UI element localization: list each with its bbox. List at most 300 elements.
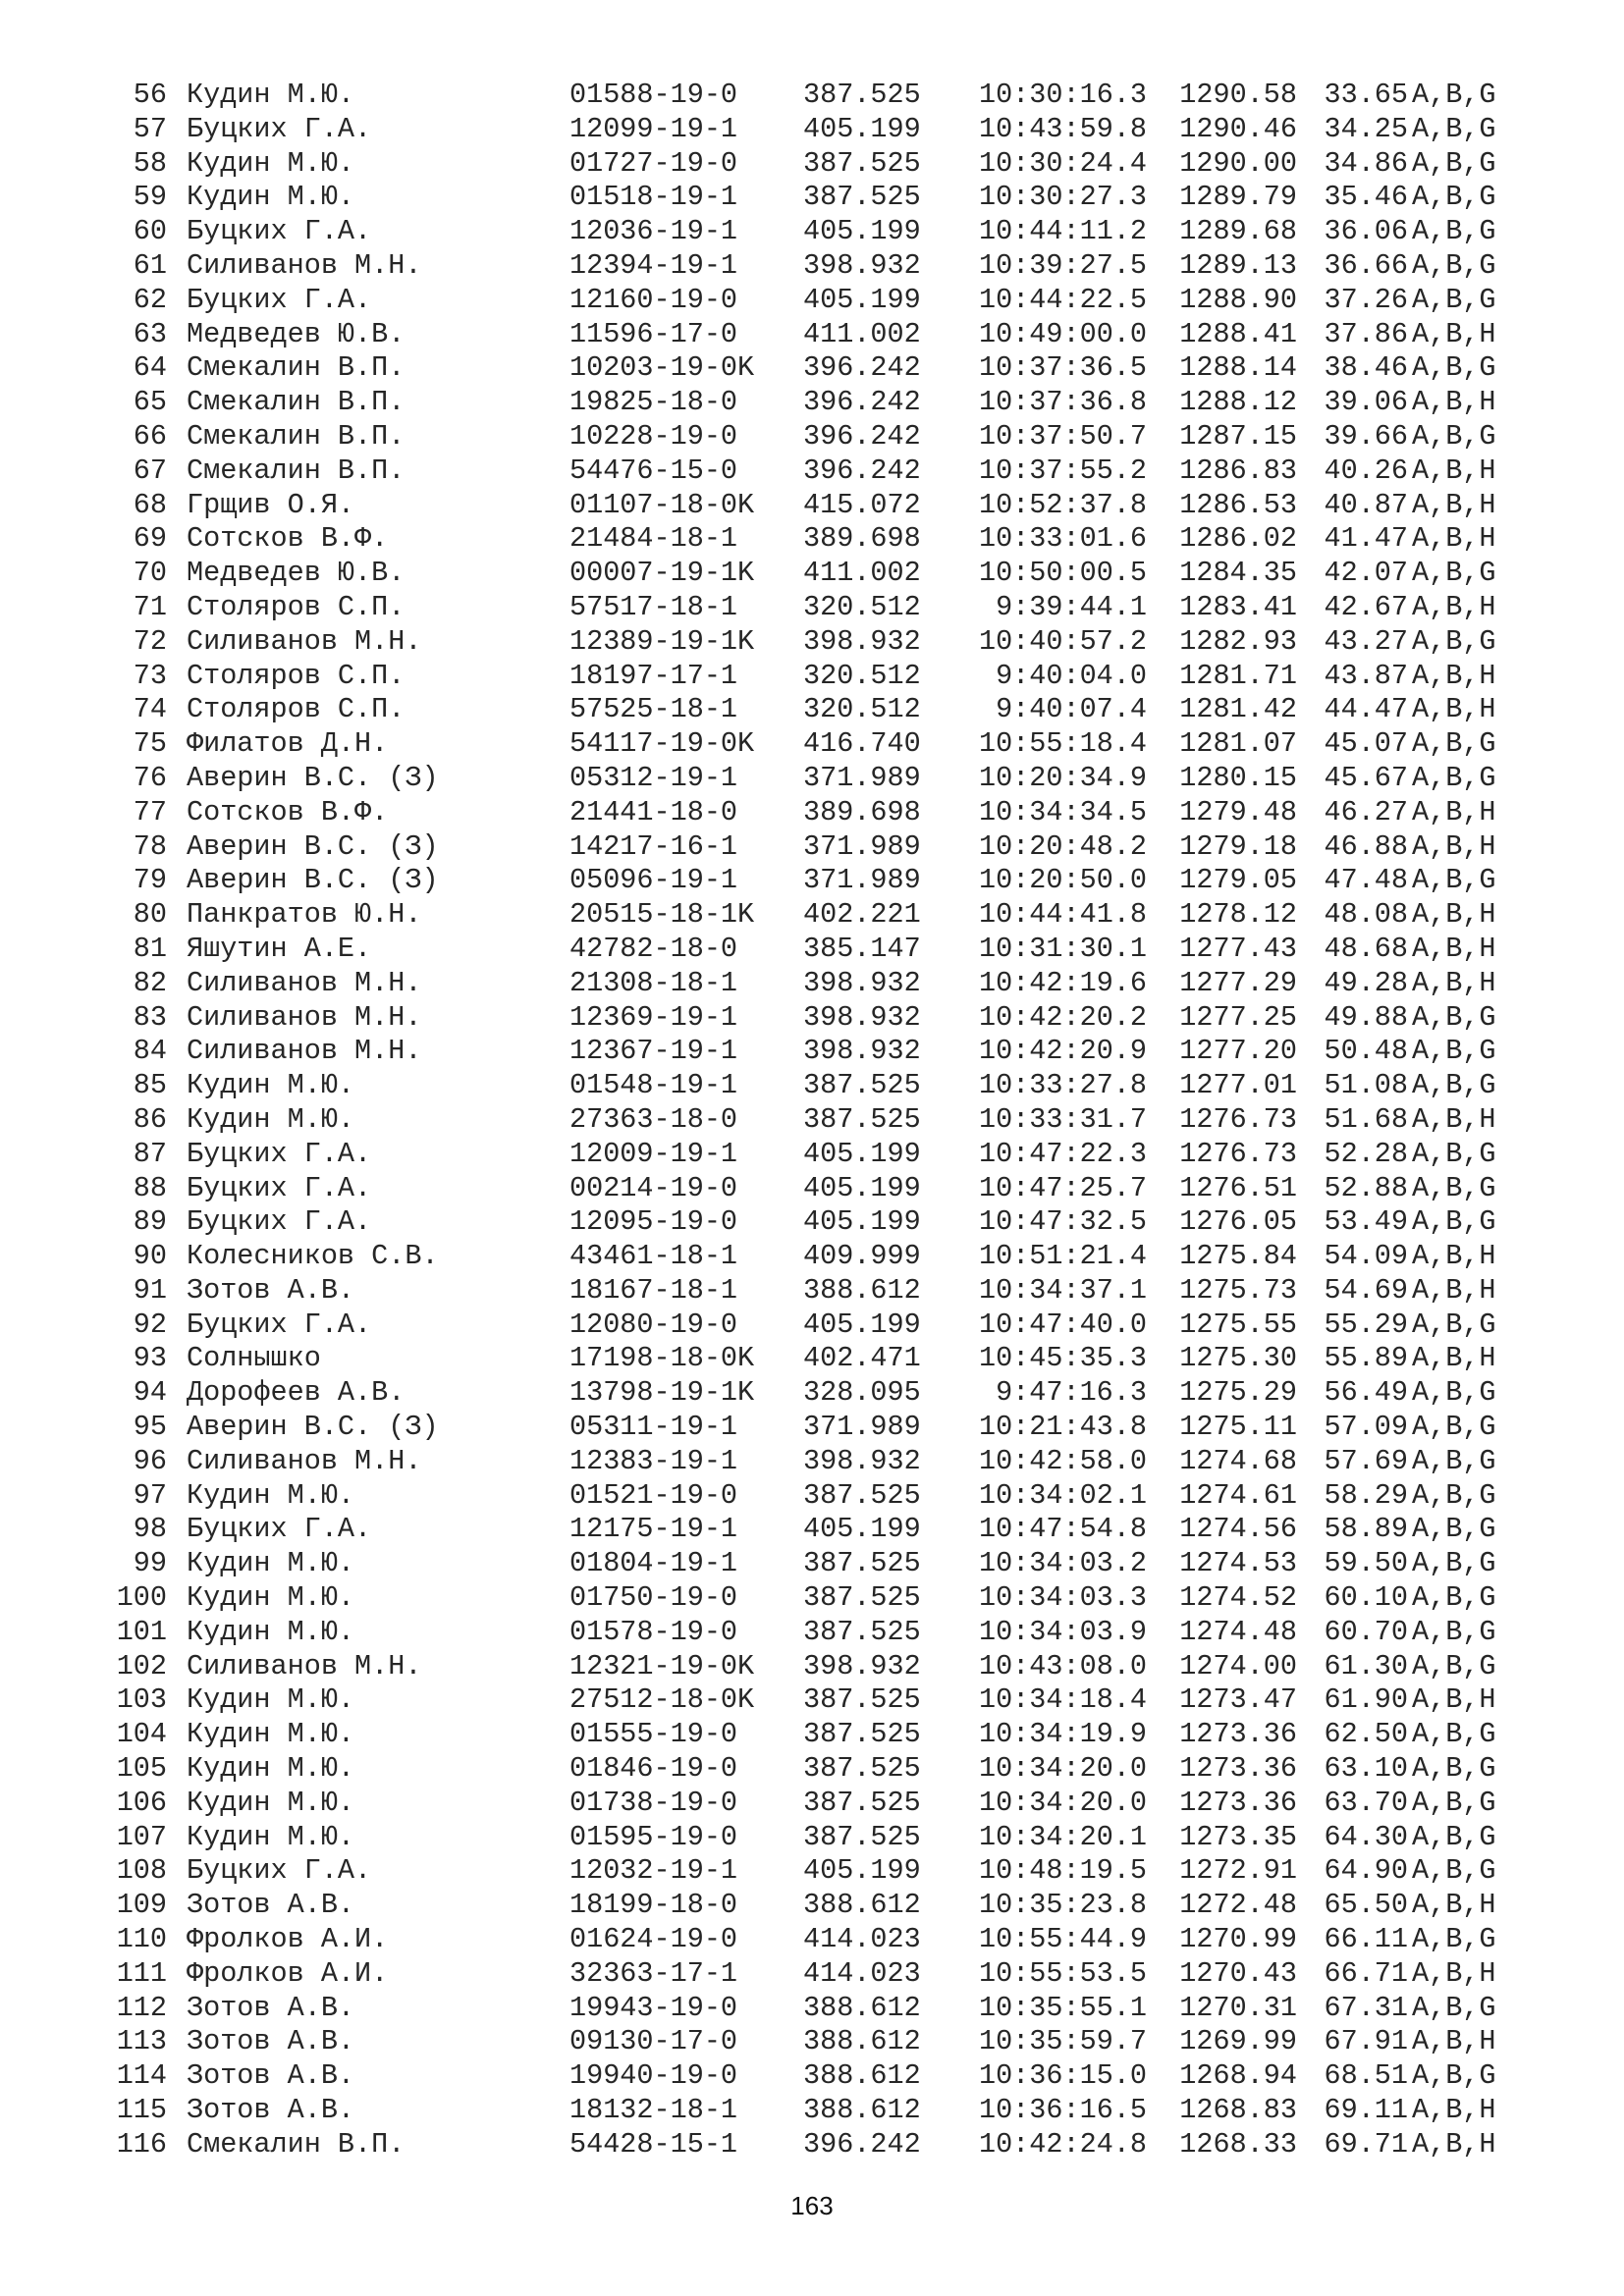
arrival-time-cell: 9:40:07.4 <box>996 693 1147 726</box>
speed-cell: 1284.35 <box>1179 557 1297 590</box>
category-cell: A,B,G <box>1412 557 1496 590</box>
ring-number-cell: 13798-19-1K <box>569 1376 755 1410</box>
speed-cell: 1276.05 <box>1179 1205 1297 1239</box>
arrival-time-cell: 10:30:16.3 <box>978 79 1147 111</box>
arrival-time-cell: 10:42:24.8 <box>978 2127 1147 2161</box>
page-number: 163 <box>790 2191 834 2220</box>
distance-cell: 389.698 <box>803 795 921 828</box>
points-cell: 43.27 <box>1324 624 1408 658</box>
speed-cell: 1288.90 <box>1179 283 1297 316</box>
owner-name-cell: Буцких Г.А. <box>187 1171 372 1204</box>
rank-cell: 94 <box>133 1376 167 1410</box>
category-cell: A,B,G <box>1412 2059 1496 2093</box>
ring-number-cell: 12099-19-1 <box>569 112 738 145</box>
points-cell: 62.50 <box>1324 1718 1408 1751</box>
arrival-time-cell: 10:33:27.8 <box>978 1069 1147 1102</box>
owner-name-cell: Сотсков В.Ф. <box>187 795 389 828</box>
owner-name-cell: Столяров С.П. <box>187 659 406 692</box>
rank-cell: 83 <box>133 1000 167 1034</box>
distance-cell: 405.199 <box>803 283 921 316</box>
ring-number-cell: 19943-19-0 <box>569 1991 738 2024</box>
points-cell: 48.68 <box>1324 932 1408 965</box>
rank-cell: 88 <box>133 1171 167 1204</box>
arrival-time-cell: 9:47:16.3 <box>996 1376 1147 1410</box>
owner-name-cell: Кудин М.Ю. <box>187 1069 355 1102</box>
arrival-time-cell: 10:37:36.8 <box>978 386 1147 419</box>
owner-name-cell: Кудин М.Ю. <box>187 1581 355 1615</box>
owner-name-cell: Столяров С.П. <box>187 590 406 623</box>
rank-cell: 92 <box>133 1308 167 1341</box>
distance-cell: 405.199 <box>803 1513 921 1546</box>
points-cell: 67.31 <box>1324 1991 1408 2024</box>
distance-cell: 402.221 <box>803 898 921 932</box>
rank-cell: 77 <box>133 795 167 828</box>
distance-cell: 398.932 <box>803 624 921 658</box>
ring-number-cell: 12383-19-1 <box>569 1444 738 1477</box>
arrival-time-cell: 10:47:22.3 <box>978 1137 1147 1170</box>
category-cell: A,B,H <box>1412 1102 1496 1136</box>
rank-cell: 86 <box>133 1102 167 1136</box>
speed-cell: 1274.53 <box>1179 1547 1297 1580</box>
distance-cell: 405.199 <box>803 112 921 145</box>
arrival-time-cell: 10:30:24.4 <box>978 146 1147 180</box>
category-cell: A,B,G <box>1412 215 1496 248</box>
ring-number-cell: 12095-19-0 <box>569 1205 738 1239</box>
category-cell: A,B,H <box>1412 317 1496 350</box>
owner-name-cell: Буцких Г.А. <box>187 112 372 145</box>
speed-cell: 1273.36 <box>1179 1752 1297 1786</box>
rank-cell: 100 <box>116 1581 167 1615</box>
arrival-time-cell: 10:21:43.8 <box>978 1411 1147 1444</box>
speed-cell: 1277.43 <box>1179 932 1297 965</box>
points-cell: 55.89 <box>1324 1342 1408 1375</box>
owner-name-cell: Кудин М.Ю. <box>187 1478 355 1512</box>
speed-cell: 1286.02 <box>1179 522 1297 556</box>
points-cell: 52.28 <box>1324 1137 1408 1170</box>
points-cell: 48.08 <box>1324 898 1408 932</box>
owner-name-cell: Аверин В.С. (З) <box>187 864 439 897</box>
ring-number-cell: 54476-15-0 <box>569 454 738 487</box>
rank-cell: 116 <box>116 2127 167 2161</box>
ring-number-cell: 18199-18-0 <box>569 1889 738 1922</box>
rank-cell: 61 <box>133 248 167 282</box>
speed-cell: 1268.83 <box>1179 2094 1297 2127</box>
ring-number-cell: 01727-19-0 <box>569 146 738 180</box>
distance-cell: 371.989 <box>803 761 921 794</box>
rank-cell: 115 <box>116 2094 167 2127</box>
arrival-time-cell: 10:44:22.5 <box>978 283 1147 316</box>
rank-cell: 64 <box>133 351 167 385</box>
distance-cell: 371.989 <box>803 829 921 863</box>
points-cell: 51.08 <box>1324 1069 1408 1102</box>
speed-cell: 1277.01 <box>1179 1069 1297 1102</box>
arrival-time-cell: 10:39:27.5 <box>978 248 1147 282</box>
category-cell: A,B,H <box>1412 1273 1496 1307</box>
speed-cell: 1274.00 <box>1179 1649 1297 1682</box>
points-cell: 66.11 <box>1324 1923 1408 1956</box>
category-cell: A,B,H <box>1412 1683 1496 1717</box>
speed-cell: 1273.35 <box>1179 1820 1297 1853</box>
rank-cell: 95 <box>133 1411 167 1444</box>
distance-cell: 371.989 <box>803 864 921 897</box>
ring-number-cell: 12032-19-1 <box>569 1854 738 1888</box>
arrival-time-cell: 10:52:37.8 <box>978 488 1147 521</box>
distance-cell: 405.199 <box>803 215 921 248</box>
arrival-time-cell: 10:42:19.6 <box>978 966 1147 999</box>
distance-cell: 388.612 <box>803 1991 921 2024</box>
points-cell: 50.48 <box>1324 1035 1408 1068</box>
speed-cell: 1276.73 <box>1179 1137 1297 1170</box>
distance-cell: 388.612 <box>803 2059 921 2093</box>
distance-cell: 414.023 <box>803 1956 921 1990</box>
points-cell: 38.46 <box>1324 351 1408 385</box>
rank-cell: 80 <box>133 898 167 932</box>
rank-cell: 63 <box>133 317 167 350</box>
points-cell: 65.50 <box>1324 1889 1408 1922</box>
distance-cell: 387.525 <box>803 1820 921 1853</box>
owner-name-cell: Зотов А.В. <box>187 2094 355 2127</box>
owner-name-cell: Смекалин В.П. <box>187 419 406 453</box>
distance-cell: 388.612 <box>803 1889 921 1922</box>
speed-cell: 1272.91 <box>1179 1854 1297 1888</box>
owner-name-cell: Аверин В.С. (З) <box>187 761 439 794</box>
ring-number-cell: 12036-19-1 <box>569 215 738 248</box>
category-cell: A,B,G <box>1412 624 1496 658</box>
ring-number-cell: 12175-19-1 <box>569 1513 738 1546</box>
speed-cell: 1290.46 <box>1179 112 1297 145</box>
ring-number-cell: 11596-17-0 <box>569 317 738 350</box>
distance-cell: 405.199 <box>803 1137 921 1170</box>
ring-number-cell: 54428-15-1 <box>569 2127 738 2161</box>
ring-number-cell: 21441-18-0 <box>569 795 738 828</box>
owner-name-cell: Силиванов М.Н. <box>187 248 422 282</box>
owner-name-cell: Колесников С.В. <box>187 1240 439 1273</box>
arrival-time-cell: 10:50:00.5 <box>978 557 1147 590</box>
distance-cell: 387.525 <box>803 1478 921 1512</box>
arrival-time-cell: 10:35:59.7 <box>978 2025 1147 2058</box>
ring-number-cell: 01578-19-0 <box>569 1615 738 1648</box>
arrival-time-cell: 10:20:50.0 <box>978 864 1147 897</box>
rank-cell: 114 <box>116 2059 167 2093</box>
ring-number-cell: 12321-19-0K <box>569 1649 755 1682</box>
category-cell: A,B,G <box>1412 761 1496 794</box>
owner-name-cell: Дорофеев А.В. <box>187 1376 406 1410</box>
rank-cell: 69 <box>133 522 167 556</box>
arrival-time-cell: 10:42:20.2 <box>978 1000 1147 1034</box>
category-cell: A,B,G <box>1412 351 1496 385</box>
ring-number-cell: 01846-19-0 <box>569 1752 738 1786</box>
speed-cell: 1281.71 <box>1179 659 1297 692</box>
points-cell: 49.28 <box>1324 966 1408 999</box>
arrival-time-cell: 10:20:34.9 <box>978 761 1147 794</box>
distance-cell: 388.612 <box>803 2094 921 2127</box>
arrival-time-cell: 10:55:53.5 <box>978 1956 1147 1990</box>
ring-number-cell: 19825-18-0 <box>569 386 738 419</box>
arrival-time-cell: 10:55:44.9 <box>978 1923 1147 1956</box>
category-cell: A,B,G <box>1412 1035 1496 1068</box>
points-cell: 36.06 <box>1324 215 1408 248</box>
owner-name-cell: Буцких Г.А. <box>187 1205 372 1239</box>
speed-cell: 1286.83 <box>1179 454 1297 487</box>
arrival-time-cell: 10:43:59.8 <box>978 112 1147 145</box>
points-cell: 47.48 <box>1324 864 1408 897</box>
owner-name-cell: Медведев Ю.В. <box>187 317 406 350</box>
points-cell: 51.68 <box>1324 1102 1408 1136</box>
ring-number-cell: 01518-19-1 <box>569 181 738 214</box>
arrival-time-cell: 10:37:50.7 <box>978 419 1147 453</box>
rank-cell: 59 <box>133 181 167 214</box>
speed-cell: 1275.29 <box>1179 1376 1297 1410</box>
ring-number-cell: 00214-19-0 <box>569 1171 738 1204</box>
category-cell: A,B,G <box>1412 1615 1496 1648</box>
rank-cell: 96 <box>133 1444 167 1477</box>
rank-cell: 62 <box>133 283 167 316</box>
category-cell: A,B,G <box>1412 1854 1496 1888</box>
rank-cell: 57 <box>133 112 167 145</box>
category-cell: A,B,G <box>1412 1718 1496 1751</box>
arrival-time-cell: 10:42:58.0 <box>978 1444 1147 1477</box>
distance-cell: 398.932 <box>803 1000 921 1034</box>
ring-number-cell: 12009-19-1 <box>569 1137 738 1170</box>
ring-number-cell: 01548-19-1 <box>569 1069 738 1102</box>
speed-cell: 1283.41 <box>1179 590 1297 623</box>
ring-number-cell: 18167-18-1 <box>569 1273 738 1307</box>
rank-cell: 73 <box>133 659 167 692</box>
speed-cell: 1274.68 <box>1179 1444 1297 1477</box>
arrival-time-cell: 10:34:20.0 <box>978 1786 1147 1819</box>
owner-name-cell: Фролков А.И. <box>187 1923 389 1956</box>
arrival-time-cell: 10:34:34.5 <box>978 795 1147 828</box>
arrival-time-cell: 10:47:40.0 <box>978 1308 1147 1341</box>
speed-cell: 1268.33 <box>1179 2127 1297 2161</box>
category-cell: A,B,H <box>1412 1889 1496 1922</box>
speed-cell: 1274.56 <box>1179 1513 1297 1546</box>
owner-name-cell: Фролков А.И. <box>187 1956 389 1990</box>
category-cell: A,B,H <box>1412 1956 1496 1990</box>
distance-cell: 396.242 <box>803 419 921 453</box>
points-cell: 53.49 <box>1324 1205 1408 1239</box>
points-cell: 46.27 <box>1324 795 1408 828</box>
category-cell: A,B,H <box>1412 522 1496 556</box>
arrival-time-cell: 10:33:31.7 <box>978 1102 1147 1136</box>
category-cell: A,B,H <box>1412 2127 1496 2161</box>
category-cell: A,B,G <box>1412 1923 1496 1956</box>
ring-number-cell: 17198-18-0K <box>569 1342 755 1375</box>
arrival-time-cell: 9:39:44.1 <box>996 590 1147 623</box>
speed-cell: 1290.58 <box>1179 79 1297 111</box>
points-cell: 39.66 <box>1324 419 1408 453</box>
rank-cell: 103 <box>116 1683 167 1717</box>
category-cell: A,B,G <box>1412 1411 1496 1444</box>
rank-cell: 104 <box>116 1718 167 1751</box>
speed-cell: 1276.73 <box>1179 1102 1297 1136</box>
distance-cell: 387.525 <box>803 146 921 180</box>
category-cell: A,B,G <box>1412 1000 1496 1034</box>
points-cell: 61.30 <box>1324 1649 1408 1682</box>
ring-number-cell: 27512-18-0K <box>569 1683 755 1717</box>
points-cell: 37.86 <box>1324 317 1408 350</box>
category-cell: A,B,G <box>1412 1308 1496 1341</box>
speed-cell: 1277.25 <box>1179 1000 1297 1034</box>
rank-cell: 87 <box>133 1137 167 1170</box>
points-cell: 55.29 <box>1324 1308 1408 1341</box>
points-cell: 45.67 <box>1324 761 1408 794</box>
points-cell: 56.49 <box>1324 1376 1408 1410</box>
category-cell: A,B,H <box>1412 659 1496 692</box>
category-cell: A,B,G <box>1412 1649 1496 1682</box>
distance-cell: 409.999 <box>803 1240 921 1273</box>
ring-number-cell: 12080-19-0 <box>569 1308 738 1341</box>
arrival-time-cell: 10:36:16.5 <box>978 2094 1147 2127</box>
distance-cell: 387.525 <box>803 181 921 214</box>
ring-number-cell: 14217-16-1 <box>569 829 738 863</box>
distance-cell: 398.932 <box>803 1444 921 1477</box>
arrival-time-cell: 10:47:32.5 <box>978 1205 1147 1239</box>
owner-name-cell: Кудин М.Ю. <box>187 1683 355 1717</box>
category-cell: A,B,H <box>1412 386 1496 419</box>
owner-name-cell: Столяров С.П. <box>187 693 406 726</box>
arrival-time-cell: 10:30:27.3 <box>978 181 1147 214</box>
rank-cell: 65 <box>133 386 167 419</box>
points-cell: 61.90 <box>1324 1683 1408 1717</box>
rank-cell: 56 <box>133 79 167 111</box>
category-cell: A,B,G <box>1412 1752 1496 1786</box>
distance-cell: 387.525 <box>803 1752 921 1786</box>
rank-cell: 85 <box>133 1069 167 1102</box>
distance-cell: 320.512 <box>803 590 921 623</box>
points-cell: 45.07 <box>1324 727 1408 761</box>
rank-cell: 111 <box>116 1956 167 1990</box>
speed-cell: 1282.93 <box>1179 624 1297 658</box>
category-cell: A,B,G <box>1412 1547 1496 1580</box>
owner-name-cell: Зотов А.В. <box>187 1273 355 1307</box>
rank-cell: 109 <box>116 1889 167 1922</box>
speed-cell: 1289.13 <box>1179 248 1297 282</box>
rank-cell: 93 <box>133 1342 167 1375</box>
speed-cell: 1273.36 <box>1179 1718 1297 1751</box>
ring-number-cell: 21484-18-1 <box>569 522 738 556</box>
speed-cell: 1279.48 <box>1179 795 1297 828</box>
rank-cell: 113 <box>116 2025 167 2058</box>
points-cell: 68.51 <box>1324 2059 1408 2093</box>
distance-cell: 405.199 <box>803 1854 921 1888</box>
category-cell: A,B,G <box>1412 181 1496 214</box>
ring-number-cell: 01750-19-0 <box>569 1581 738 1615</box>
points-cell: 59.50 <box>1324 1547 1408 1580</box>
category-cell: A,B,H <box>1412 1240 1496 1273</box>
points-cell: 54.09 <box>1324 1240 1408 1273</box>
speed-cell: 1270.31 <box>1179 1991 1297 2024</box>
arrival-time-cell: 10:33:01.6 <box>978 522 1147 556</box>
points-cell: 34.25 <box>1324 112 1408 145</box>
ring-number-cell: 42782-18-0 <box>569 932 738 965</box>
speed-cell: 1276.51 <box>1179 1171 1297 1204</box>
rank-cell: 101 <box>116 1615 167 1648</box>
arrival-time-cell: 10:55:18.4 <box>978 727 1147 761</box>
rank-cell: 112 <box>116 1991 167 2024</box>
category-cell: A,B,H <box>1412 454 1496 487</box>
speed-cell: 1288.41 <box>1179 317 1297 350</box>
distance-cell: 371.989 <box>803 1411 921 1444</box>
points-cell: 58.29 <box>1324 1478 1408 1512</box>
arrival-time-cell: 10:35:55.1 <box>978 1991 1147 2024</box>
owner-name-cell: Кудин М.Ю. <box>187 79 355 111</box>
ring-number-cell: 12367-19-1 <box>569 1035 738 1068</box>
rank-cell: 90 <box>133 1240 167 1273</box>
owner-name-cell: Кудин М.Ю. <box>187 146 355 180</box>
category-cell: A,B,G <box>1412 283 1496 316</box>
category-cell: A,B,H <box>1412 488 1496 521</box>
rank-cell: 75 <box>133 727 167 761</box>
owner-name-cell: Кудин М.Ю. <box>187 1547 355 1580</box>
owner-name-cell: Аверин В.С. (З) <box>187 1411 439 1444</box>
arrival-time-cell: 10:34:03.3 <box>978 1581 1147 1615</box>
points-cell: 60.70 <box>1324 1615 1408 1648</box>
ring-number-cell: 01624-19-0 <box>569 1923 738 1956</box>
speed-cell: 1270.43 <box>1179 1956 1297 1990</box>
speed-cell: 1273.47 <box>1179 1683 1297 1717</box>
distance-cell: 415.072 <box>803 488 921 521</box>
category-cell: A,B,H <box>1412 2025 1496 2058</box>
owner-name-cell: Кудин М.Ю. <box>187 1718 355 1751</box>
category-cell: A,B,G <box>1412 1581 1496 1615</box>
category-cell: A,B,G <box>1412 1069 1496 1102</box>
distance-cell: 387.525 <box>803 1102 921 1136</box>
rank-cell: 82 <box>133 966 167 999</box>
category-cell: A,B,G <box>1412 112 1496 145</box>
category-cell: A,B,G <box>1412 1137 1496 1170</box>
distance-cell: 387.525 <box>803 1718 921 1751</box>
owner-name-cell: Кудин М.Ю. <box>187 1102 355 1136</box>
speed-cell: 1274.52 <box>1179 1581 1297 1615</box>
speed-cell: 1290.00 <box>1179 146 1297 180</box>
category-cell: A,B,G <box>1412 1171 1496 1204</box>
owner-name-cell: Силиванов М.Н. <box>187 1000 422 1034</box>
category-cell: A,B,G <box>1412 79 1496 111</box>
speed-cell: 1289.68 <box>1179 215 1297 248</box>
distance-cell: 411.002 <box>803 557 921 590</box>
ring-number-cell: 54117-19-0K <box>569 727 755 761</box>
speed-cell: 1277.20 <box>1179 1035 1297 1068</box>
points-cell: 41.47 <box>1324 522 1408 556</box>
distance-cell: 396.242 <box>803 454 921 487</box>
category-cell: A,B,G <box>1412 146 1496 180</box>
owner-name-cell: Буцких Г.А. <box>187 1854 372 1888</box>
arrival-time-cell: 10:44:41.8 <box>978 898 1147 932</box>
points-cell: 37.26 <box>1324 283 1408 316</box>
owner-name-cell: Смекалин В.П. <box>187 2127 406 2161</box>
ring-number-cell: 12389-19-1K <box>569 624 755 658</box>
speed-cell: 1275.30 <box>1179 1342 1297 1375</box>
category-cell: A,B,G <box>1412 727 1496 761</box>
owner-name-cell: Панкратов Ю.Н. <box>187 898 422 932</box>
points-cell: 42.67 <box>1324 590 1408 623</box>
category-cell: A,B,G <box>1412 1786 1496 1819</box>
owner-name-cell: Силиванов М.Н. <box>187 1444 422 1477</box>
speed-cell: 1280.15 <box>1179 761 1297 794</box>
ring-number-cell: 01555-19-0 <box>569 1718 738 1751</box>
speed-cell: 1274.61 <box>1179 1478 1297 1512</box>
rank-cell: 110 <box>116 1923 167 1956</box>
rank-cell: 97 <box>133 1478 167 1512</box>
points-cell: 39.06 <box>1324 386 1408 419</box>
points-cell: 63.10 <box>1324 1752 1408 1786</box>
points-cell: 49.88 <box>1324 1000 1408 1034</box>
speed-cell: 1268.94 <box>1179 2059 1297 2093</box>
distance-cell: 387.525 <box>803 1683 921 1717</box>
speed-cell: 1281.42 <box>1179 693 1297 726</box>
distance-cell: 396.242 <box>803 351 921 385</box>
